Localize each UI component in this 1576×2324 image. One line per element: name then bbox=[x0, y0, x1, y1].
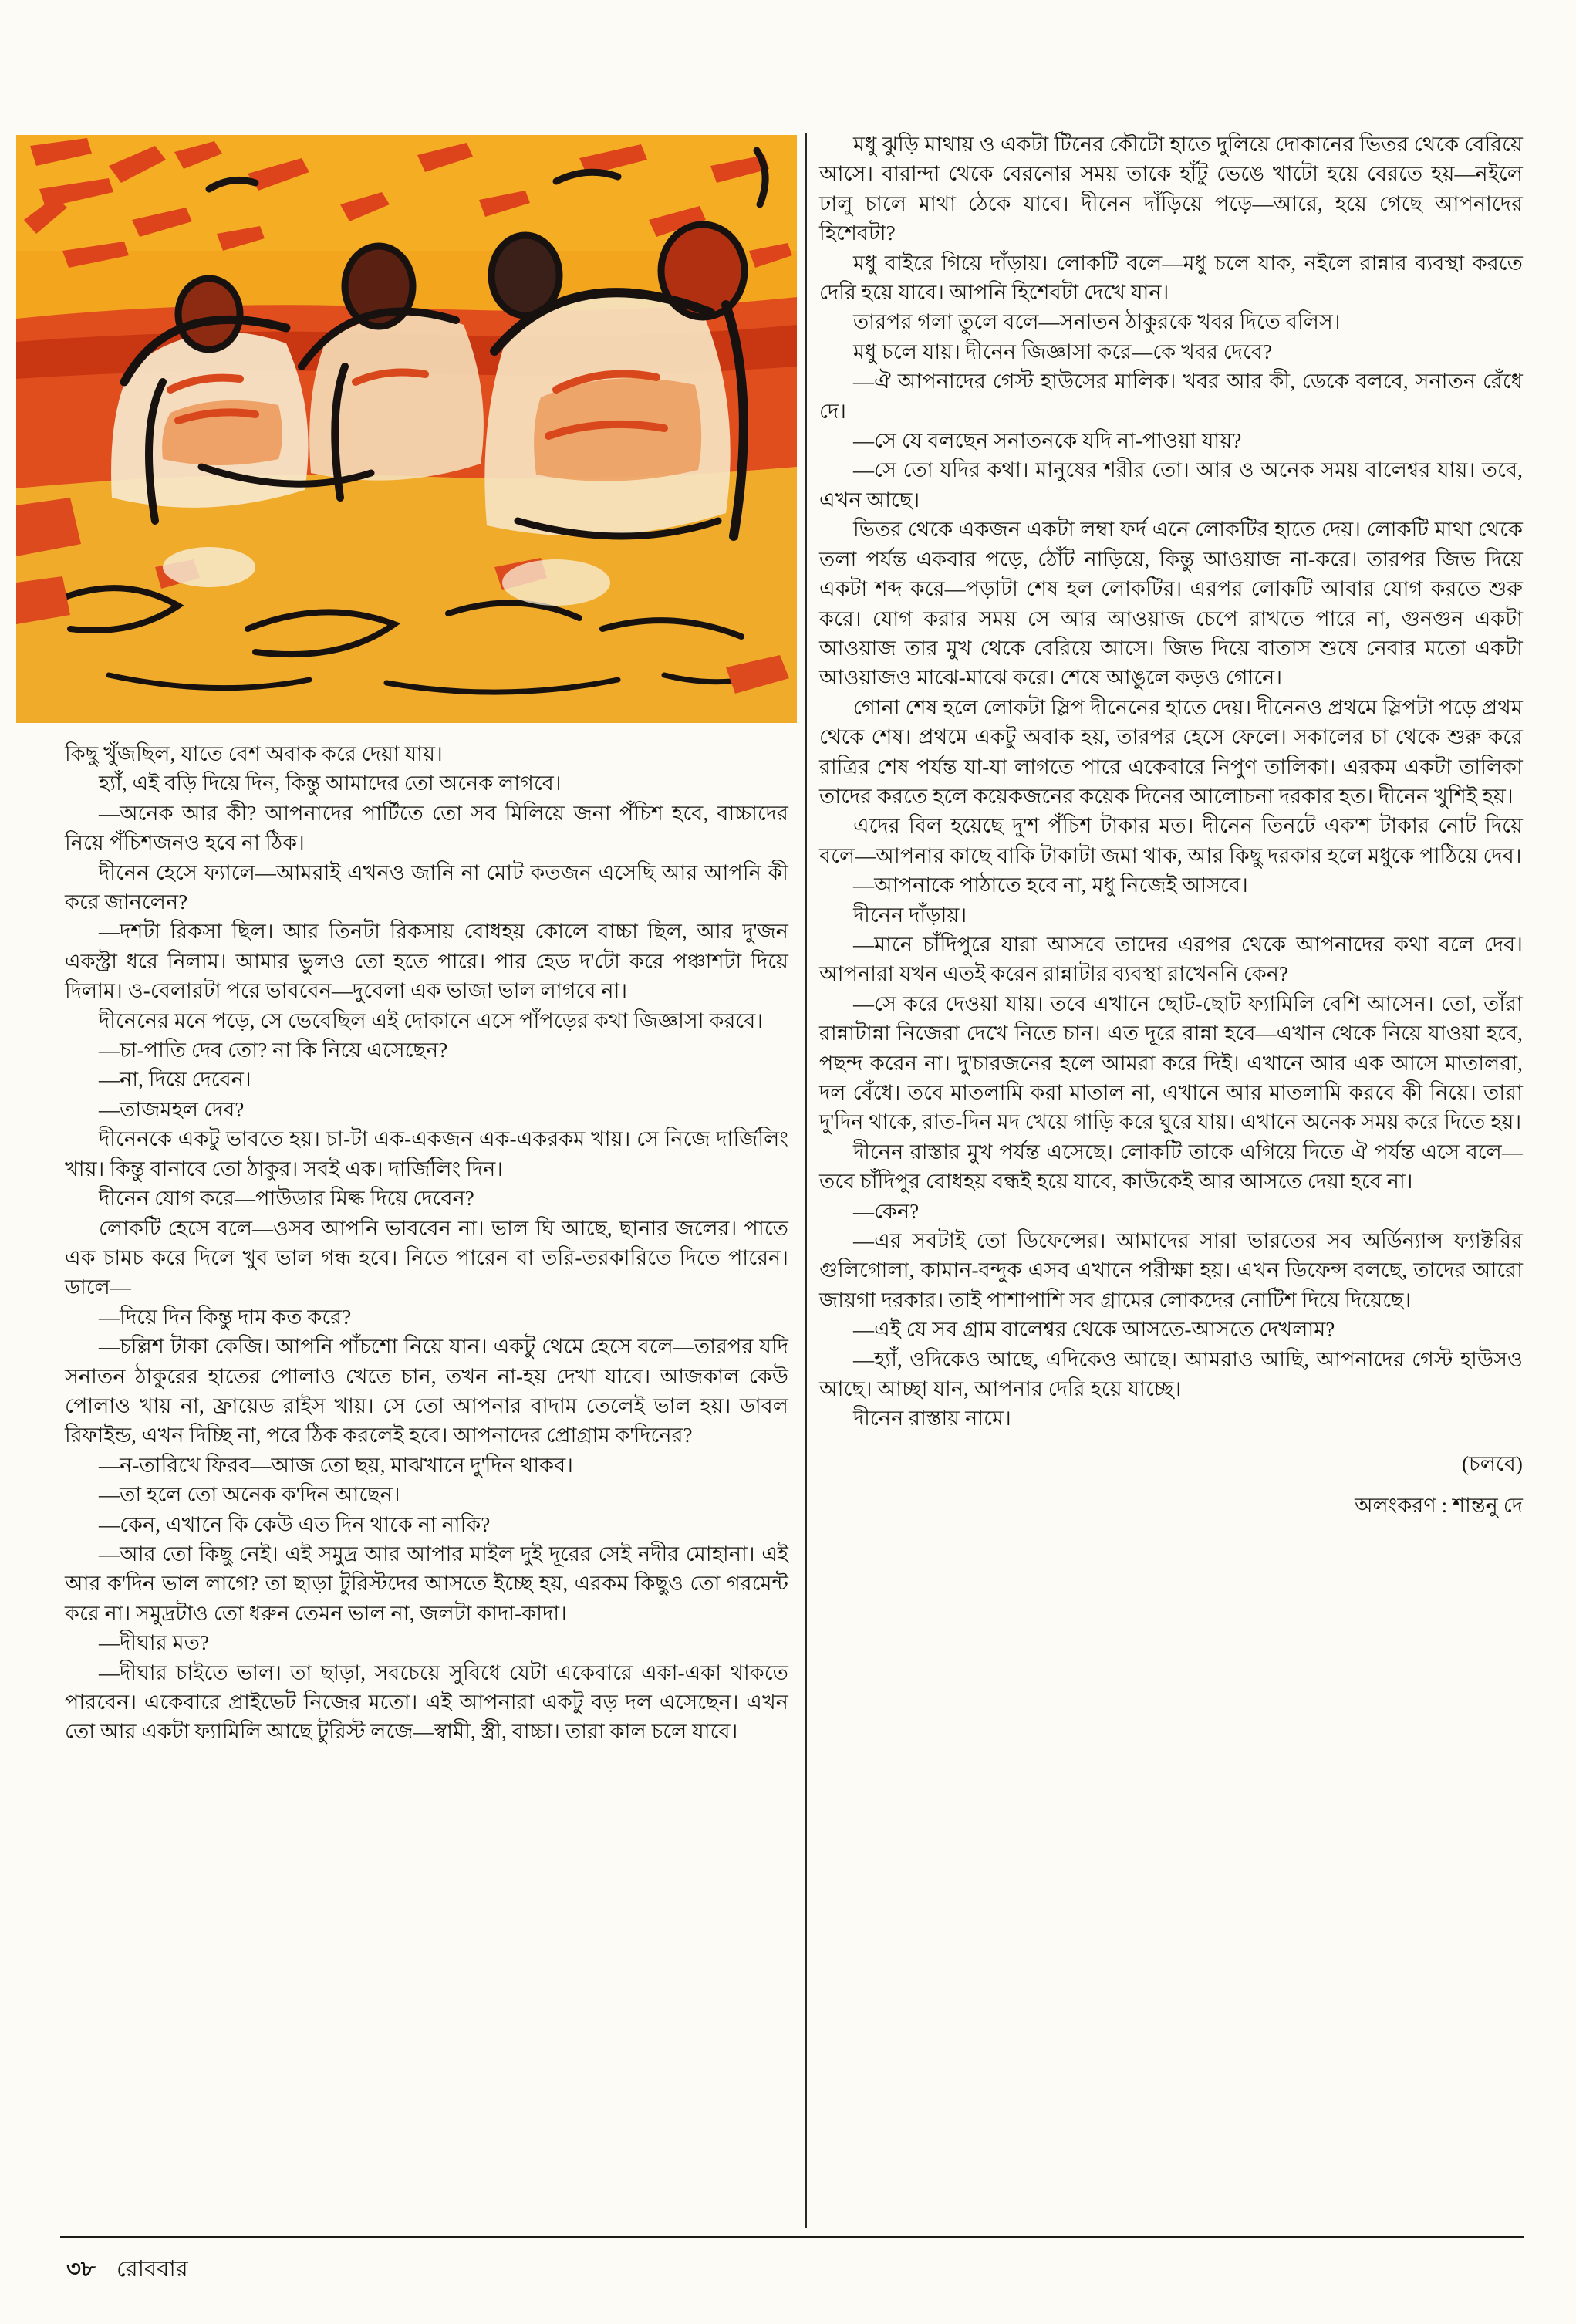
paragraph: মধু ঝুড়ি মাথায় ও একটা টিনের কৌটো হাতে দুলিয়ে দোকানের ভিতর থেকে বেরিয়ে আসে। বারান্দা থেকে বেরনোর সময় তাকে হাঁটু ভেঙে খাটো হয়ে বেরতে হয়—নইলে ঢালু চালে মাথা ঠেকে যাবে। দীনেন দাঁড়িয়ে পড়ে—আরে, হয়ে গেছে আপনাদের হিশেবটা? bbox=[819, 133, 1523, 245]
page-footer bbox=[66, 2251, 188, 2289]
paragraph: —আর তো কিছু নেই। এই সমুদ্র আর আপার মাইল দুই দূরের সেই নদীর মোহানা। এই আর ক'দিন ভাল লাগে? তা ছাড়া টুরিস্টদের আসতে ইচ্ছে হয়, এরকম কিছুও তো গরমেন্ট করে না। সমুদ্রটাও তো ধরুন তেমন ভাল না, জলটা কাদা-কাদা। bbox=[65, 1542, 788, 1625]
paragraph: —অনেক আর কী? আপনাদের পার্টিতে তো সব মিলিয়ে জনা পঁচিশ হবে, বাচ্চাদের নিয়ে পঁচিশজনও হবে না ঠিক। bbox=[65, 801, 788, 855]
paragraph: —দিয়ে দিন কিন্তু দাম কত করে? bbox=[99, 1305, 352, 1329]
illustration-credit: অলংকরণ : শান্তনু দে bbox=[1355, 1494, 1523, 1518]
to-be-continued-label: (চলবে) bbox=[1461, 1451, 1523, 1475]
paragraph: দীনেনকে একটু ভাবতে হয়। চা-টা এক-একজন এক-একরকম খায়। সে নিজে দার্জিলিং খায়। কিন্তু বানাবে তো ঠাকুর। সবই এক। দার্জিলিং দিন। bbox=[65, 1127, 788, 1181]
paragraph: —চা-পাতি দেব তো? না কি নিয়ে এসেছেন? bbox=[99, 1039, 448, 1062]
paragraph: —দীঘার মত? bbox=[99, 1631, 210, 1655]
paragraph: গোনা শেষ হলে লোকটা স্লিপ দীনেনের হাতে দেয়। দীনেনও প্রথমে স্লিপটা পড়ে প্রথম থেকে শেষ। প্রথমে একটু অবাক হয়, তারপর হেসে ফেলে। সকালের চা থেকে শুরু করে রাত্রির শেষ পর্যন্ত যা-যা লাগতে পারে একেবারে নিপুণ তালিকা। এরকম একটা তালিকা তাদের করতে হলে কয়েকজনের কয়েক দিনের আলোচনা দরকার হত। দীনেন খুশিই হয়। bbox=[819, 695, 1523, 808]
footer-rule bbox=[60, 2236, 1524, 2238]
left-text-column bbox=[65, 739, 788, 1747]
abstract-figures-painting-svg bbox=[16, 135, 797, 723]
right-column-paragraphs bbox=[819, 130, 1523, 1434]
column-divider-rule bbox=[805, 133, 807, 2228]
magazine-name: রোববার bbox=[116, 2257, 188, 2282]
paragraph: দীনেন রাস্তার মুখ পর্যন্ত এসেছে। লোকটি তাকে এগিয়ে দিতে ঐ পর্যন্ত এসে বলে—তবে চাঁদিপুর বোধহয় বন্ধই হয়ে যাবে, কাউকেই আর আসতে দেয়া হবে না। bbox=[819, 1140, 1523, 1194]
paragraph: —তা হলে তো অনেক ক'দিন আছেন। bbox=[99, 1483, 400, 1507]
paragraph: মধু বাইরে গিয়ে দাঁড়ায়। লোকটি বলে—মধু চলে যাক, নইলে রান্নার ব্যবস্থা করতে দেরি হয়ে যাবে। আপনি হিশেবটা দেখে যান। bbox=[819, 251, 1523, 305]
paragraph: দীনেন হেসে ফ্যালে—আমরাই এখনও জানি না মোট কতজন এসেছি আর আপনি কী করে জানলেন? bbox=[65, 860, 788, 914]
paragraph: —কেন? bbox=[853, 1199, 920, 1223]
paragraph: তারপর গলা তুলে বলে—সনাতন ঠাকুরকে খবর দিতে বলিস। bbox=[853, 310, 1341, 334]
paragraph: —চল্লিশ টাকা কেজি। আপনি পাঁচশো নিয়ে যান। একটু থেমে হেসে বলে—তারপর যদি সনাতন ঠাকুরের হাতের পোলাও খেতে চান, তখন না-হয় দেখা যাবে। আজকাল কেউ পোলাও খায় না, ফ্রায়েড রাইস খায়। সে তো আপনার বাদাম তেলেই ভাল হয়। ডাবল রিফাইন্ড, এখন দিচ্ছি না, পরে ঠিক করলেই হবে। আপনাদের প্রোগ্রাম ক'দিনের? bbox=[65, 1335, 788, 1447]
paragraph: কিছু খুঁজছিল, যাতে বেশ অবাক করে দেয়া যায়। bbox=[65, 742, 443, 765]
paragraph: দীনেন রাস্তায় নামে। bbox=[853, 1407, 1011, 1431]
paragraph: —না, দিয়ে দেবেন। bbox=[99, 1068, 251, 1092]
paragraph: —মানে চাঁদিপুরে যারা আসবে তাদের এরপর থেকে আপনাদের কথা বলে দেব। আপনারা যখন এতই করেন রান্নাটার ব্যবস্থা রাখেননি কেন? bbox=[819, 932, 1523, 986]
paragraph: —হ্যাঁ, ওদিকেও আছে, এদিকেও আছে। আমরাও আছি, আপনাদের গেস্ট হাউসও আছে। আচ্ছা যান, আপনার দেরি হয়ে যাচ্ছে। bbox=[819, 1347, 1523, 1401]
paragraph: —ন-তারিখে ফিরব—আজ তো ছয়, মাঝখানে দু'দিন থাকব। bbox=[99, 1453, 574, 1477]
paragraph: —এই যে সব গ্রাম বালেশ্বর থেকে আসতে-আসতে দেখলাম? bbox=[853, 1318, 1335, 1342]
paragraph: —আপনাকে পাঠাতে হবে না, মধু নিজেই আসবে। bbox=[853, 873, 1248, 897]
paragraph: হ্যাঁ, এই বড়ি দিয়ে দিন, কিন্তু আমাদের তো অনেক লাগবে। bbox=[99, 772, 562, 795]
paragraph: —ঐ আপনাদের গেস্ট হাউসের মালিক। খবর আর কী, ডেকে বলবে, সনাতন রেঁধে দে। bbox=[819, 370, 1523, 423]
paragraph: —সে তো যদির কথা। মানুষের শরীর তো। আর ও অনেক সময় বালেশ্বর যায়। তবে, এখন আছে। bbox=[819, 458, 1523, 512]
paragraph: —দশটা রিকসা ছিল। আর তিনটা রিকসায় বোধহয় কোলে বাচ্চা ছিল, আর দু'জন একস্ট্রা ধরে নিলাম। আমার ভুলও তো হতে পারে। পার হেড দ'টো করে পঞ্চাশটা দিয়ে দিলাম। ও-বেলারটা পরে ভাববেন—দুবেলা এক ভাজা ভাল লাগবে না। bbox=[65, 920, 788, 1003]
paragraph: দীনেন দাঁড়ায়। bbox=[853, 903, 967, 927]
page-number: ৩৮ bbox=[66, 2257, 96, 2282]
story-illustration bbox=[16, 135, 797, 723]
paragraph: মধু চলে যায়। দীনেন জিজ্ঞাসা করে—কে খবর দেবে? bbox=[853, 339, 1273, 363]
paragraph: দীনেন যোগ করে—পাউডার মিল্ক দিয়ে দেবেন? bbox=[99, 1187, 474, 1211]
paragraph: এদের বিল হয়েছে দু'শ পঁচিশ টাকার মত। দীনেন তিনটে এক'শ টাকার নোট দিয়ে বলে—আপনার কাছে বাকি টাকাটা জমা থাক, আর কিছু দরকার হলে মধুকে পাঠিয়ে দেব। bbox=[819, 814, 1523, 867]
paragraph: —সে করে দেওয়া যায়। তবে এখানে ছোট-ছোট ফ্যামিলি বেশি আসেন। তো, তাঁরা রান্নাটান্না নিজেরা দেখে নিতে চান। এত দূরে রান্না হবে—এখান থেকে নিয়ে যাওয়া হবে, পছন্দ করেন না। দু'চারজনের হলে আমরা করে দিই। এখানে আর এক আসে মাতালরা, দল বেঁধে। তবে মাতলামি করা মাতাল না, এখানে আর মাতলামি করবে কী নিয়ে। তারা দু'দিন থাকে, রাত-দিন মদ খেয়ে গাড়ি করে ঘুরে যায়। এখানে অনেক সময় করে দিতে হয়। bbox=[819, 991, 1523, 1134]
paragraph: —দীঘার চাইতে ভাল। তা ছাড়া, সবচেয়ে সুবিধে যেটা একেবারে একা-একা থাকতে পারবেন। একেবারে প্রাইভেট নিজের মতো। এই আপনারা একটু বড় দল এসেছেন। এখন তো আর একটা ফ্যামিলি আছে টুরিস্ট লজে—স্বামী, স্ত্রী, বাচ্চা। তারা কাল চলে যাবে। bbox=[65, 1660, 788, 1744]
paragraph: দীনেনের মনে পড়ে, সে ভেবেছিল এই দোকানে এসে পাঁপড়ের কথা জিজ্ঞাসা করবে। bbox=[99, 1008, 764, 1032]
paragraph: —কেন, এখানে কি কেউ এত দিন থাকে না নাকি? bbox=[99, 1512, 491, 1536]
right-text-column bbox=[819, 130, 1523, 1521]
paragraph: —তাজমহল দেব? bbox=[99, 1097, 245, 1121]
paragraph: লোকটি হেসে বলে—ওসব আপনি ভাববেন না। ভাল ঘি আছে, ছানার জলের। পাতে এক চামচ করে দিলে খুব ভাল গন্ধ হবে। নিতে পারেন বা তরি-তরকারিতে দিতে পারেন। ডালে— bbox=[65, 1216, 788, 1299]
paragraph: —সে যে বলছেন সনাতনকে যদি না-পাওয়া যায়? bbox=[853, 429, 1242, 453]
paragraph: ভিতর থেকে একজন একটা লম্বা ফর্দ এনে লোকটির হাতে দেয়। লোকটি মাথা থেকে তলা পর্যন্ত একবার পড়ে, ঠোঁট নাড়িয়ে, কিন্তু আওয়াজ না-করে। তারপর জিভ দিয়ে একটা শব্দ করে—পড়াটা শেষ হল লোকটির। এরপর লোকটি আবার যোগ করতে শুরু করে। যোগ করার সময় সে আর আওয়াজ চেপে রাখতে পারে না, গুনগুন একটা আওয়াজ তার মুখ থেকে বেরিয়ে আসে। জিভ দিয়ে বাতাস শুষে নেবার মতো একটা আওয়াজও মাঝে-মাঝে করে। শেষে আঙুলে কড়ও গোনে। bbox=[819, 518, 1523, 690]
paragraph: —এর সবটাই তো ডিফেন্সের। আমাদের সারা ভারতের সব অর্ডিন্যান্স ফ্যাক্টরির গুলিগোলা, কামান-বন্দুক এসব এখানে পরীক্ষা হয়। এখন ডিফেন্স বলছে, তাদের আরো জায়গা দরকার। তাই পাশাপাশি সব গ্রামের লোকদের নোটিশ দিয়ে দিয়েছে। bbox=[819, 1229, 1523, 1312]
